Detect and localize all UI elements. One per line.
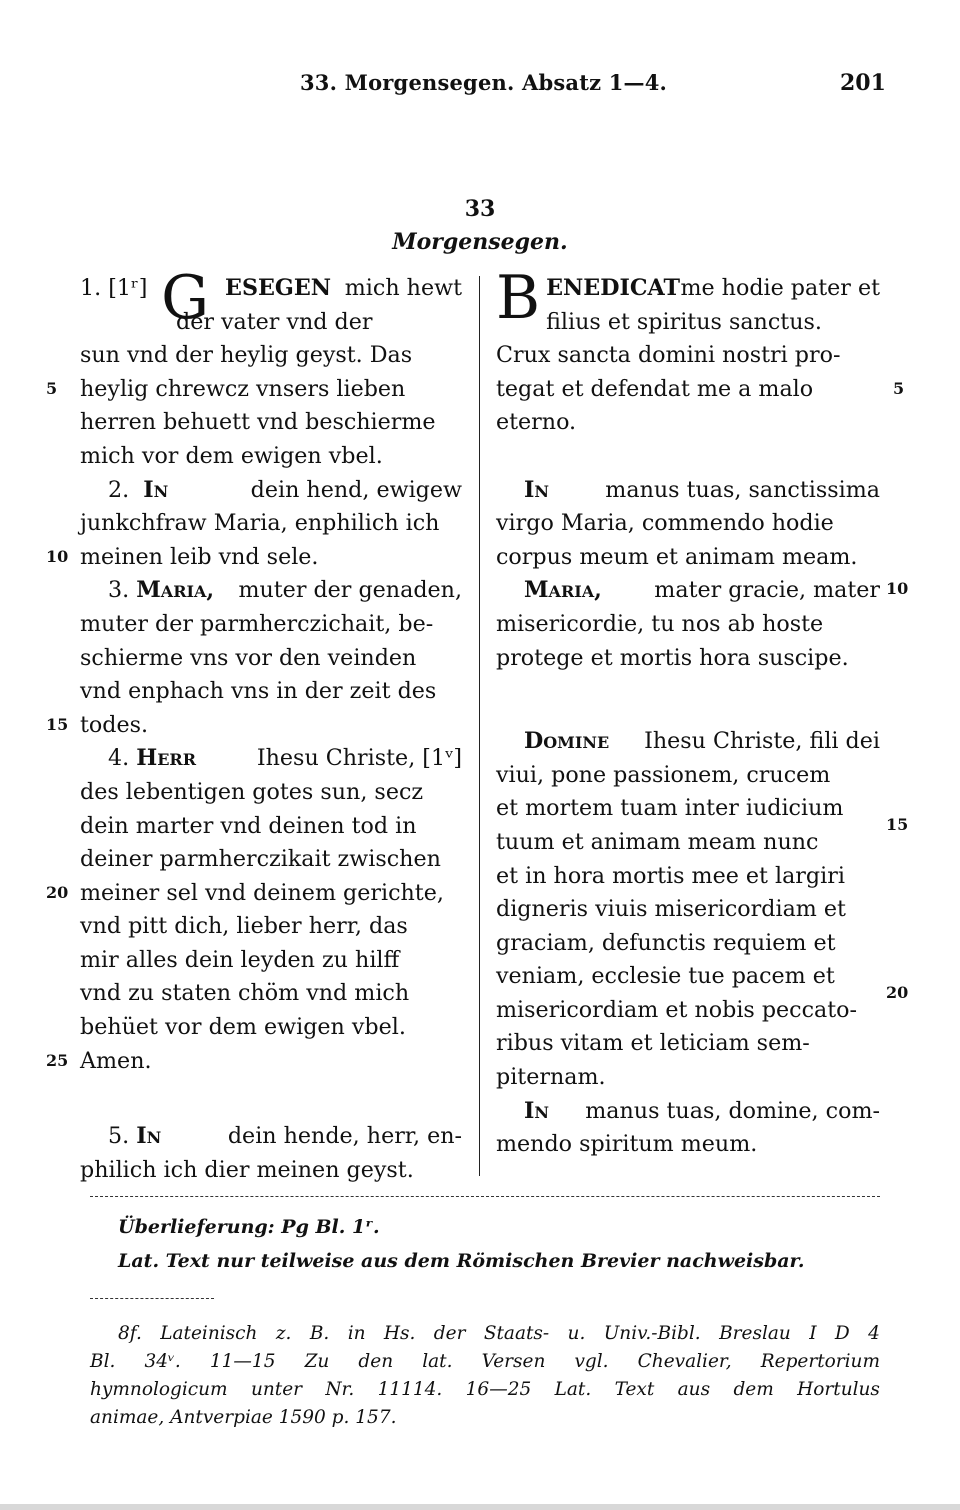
text-line: deiner parmherczikait zwischen [80,846,441,873]
text-line: digneris viuis misericordiam et [496,896,846,923]
paragraph-2-opening [80,474,462,508]
paragraph-number: 5. [108,1123,130,1150]
line-number: 10 [886,579,909,598]
paragraph-number: 2. [108,476,130,503]
column-divider [479,276,480,1176]
text-line: des lebentigen gotes sun, secz [80,778,424,805]
text-line: et in hora mortis mee et largiri [496,862,845,889]
text-line: muter der parmherczichait, be- [80,610,434,637]
text-line: dein hende, herr, en- [227,1123,462,1150]
line-number: 10 [46,547,69,566]
latin-paragraph-3 [496,574,880,608]
opening-word: In [136,1123,162,1150]
text-line: heylig chrewcz vnsers lieben [80,375,406,402]
latin-paragraph-2 [496,474,880,508]
line-number: 25 [46,1051,69,1070]
paragraph-number: 3. [108,577,130,604]
opening-word: Maria, [524,577,602,604]
paragraph-number: 4. [108,745,130,772]
text-line: misericordie, tu nos ab hoste [496,610,824,637]
paragraph-5-opening [80,1120,462,1154]
text-line: vnd zu staten chöm vnd mich [80,980,410,1007]
line-number: 5 [893,379,905,398]
page-number: 201 [840,70,886,96]
text-line: eterno. [496,409,577,436]
running-head: 33. Morgensegen. Absatz 1—4. [300,70,668,95]
text-line: manus tuas, domine, com- [585,1097,880,1124]
text-line: virgo Maria, commendo hodie [496,510,834,537]
latin-paragraph-4 [496,725,880,759]
text-line: behüet vor dem ewigen vbel. [80,1014,406,1041]
text-line: sun vnd der heylig geyst. Das [80,342,413,369]
text-line: manus tuas, sanctissima [605,476,880,503]
text-line: Ihesu Christe, fili dei [644,728,880,755]
text-line: mendo spiritum meum. [496,1131,758,1158]
text-line: corpus meum et animam meam. [496,543,858,570]
text-line: graciam, defunctis requiem et [496,929,836,956]
line-number: 15 [886,815,909,834]
text-line: veniam, ecclesie tue pacem et [496,963,835,990]
opening-word: Domine [524,728,610,755]
line-number: 20 [46,883,69,902]
opening-word: In [143,476,169,503]
section-title: Morgensegen. [392,229,568,255]
note-line: 8f. Lateinisch z. B. in Hs. der Staats- u. Univ.-Bibl. Breslau I D 4 [118,1323,880,1344]
paragraph-label: 1. [1ʳ] [80,275,148,301]
text-line: meiner sel vnd deinem gerichte, [80,879,444,906]
latin-paragraph-5 [496,1095,880,1129]
text-line: herren behuett vnd beschierme [80,409,436,436]
opening-word: Herr [136,745,196,772]
transmission-note: Überlieferung: Pg Bl. 1ʳ. [118,1216,380,1238]
text-line: philich ich dier meinen geyst. [80,1156,414,1183]
section-number: 33 [464,196,496,222]
text-line: meinen leib vnd sele. [80,543,319,570]
paragraph-4-opening [80,742,462,776]
line-number: 20 [886,983,909,1002]
paragraph-1-opening [80,263,462,339]
text-line: vnd pitt dich, lieber herr, das [80,913,408,940]
text-line: Ihesu Christe, [1ᵛ] [256,745,462,772]
text-line: mich vor dem ewigen vbel. [80,442,383,469]
text-line: me hodie pater et [680,275,880,301]
text-line: vnd enphach vns in der zeit des [80,678,437,705]
text-line: muter der genaden, [238,577,462,604]
text-line: junkchfraw Maria, enphilich ich [80,510,440,537]
text-line: filius et spiritus sanctus. [546,308,822,335]
text-line: protege et mortis hora suscipe. [496,644,849,671]
opening-word: In [524,1097,550,1124]
text-line: Amen. [80,1047,152,1074]
latin-opening [496,263,880,339]
note-line: hymnologicum unter Nr. 11114. 16—25 Lat. Text aus dem Hortulus [90,1379,880,1400]
page-bottom-edge [0,1504,960,1510]
latin-source-note: Lat. Text nur teilweise aus dem Römischen Brevier nachweisbar. [118,1250,805,1272]
note-line: animae, Antverpiae 1590 p. 157. [90,1407,397,1428]
text-line: dein marter vnd deinen tod in [80,812,417,839]
paragraph-3-opening [80,574,462,608]
line-number: 15 [46,715,69,734]
line-number: 5 [46,379,58,398]
latin-text-column [496,263,880,1162]
text-line: et mortem tuam inter iudicium [496,795,844,822]
text-line: tuum et animam meam nunc [496,828,819,855]
opening-word: ENEDICAT [546,275,680,301]
text-line: mich hewt [344,275,462,301]
opening-word: Maria, [136,577,215,604]
text-line: Crux sancta domini nostri pro- [496,342,841,369]
text-line: viui, pone passionem, crucem [496,761,831,788]
footnote-divider [90,1196,880,1197]
drop-cap-b: B [496,263,541,333]
text-line: der vater vnd der [176,308,373,335]
note-line: Bl. 34ᵛ. 11—15 Zu den lat. Versen vgl. Chevalier, Repertorium [90,1351,880,1372]
text-line: mater gracie, mater [654,577,880,604]
text-line: mir alles dein leyden zu hilff [80,946,400,973]
drop-cap-g: G [161,263,210,333]
text-line: todes. [80,711,149,738]
notes-block [90,1320,880,1432]
opening-word: ESEGEN [225,275,332,301]
notes-divider [90,1298,214,1299]
text-line: piternam. [496,1064,606,1091]
opening-word: In [524,476,550,503]
text-line: dein hend, ewigew [250,476,462,503]
text-line: tegat et defendat me a malo [496,375,814,402]
text-line: ribus vitam et leticiam sem- [496,1030,810,1057]
text-line: misericordiam et nobis peccato- [496,996,858,1023]
text-line: schierme vns vor den veinden [80,644,417,671]
german-text-column [80,263,462,1187]
